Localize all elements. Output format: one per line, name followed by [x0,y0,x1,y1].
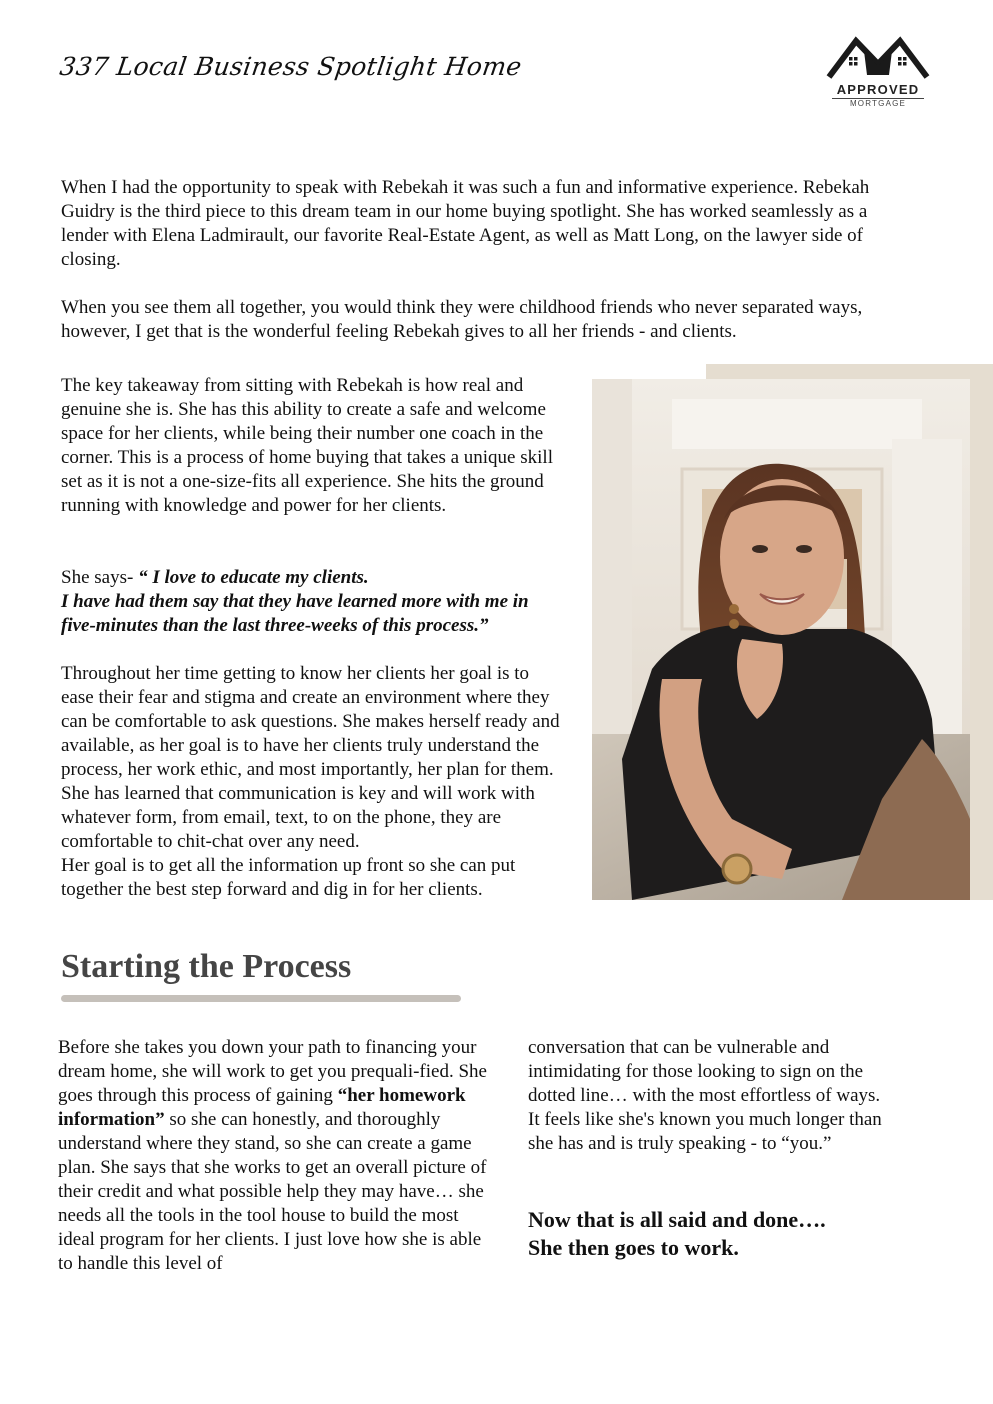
quote-paragraph [61,566,561,638]
heading-underline [61,995,461,1002]
takeaway-paragraph: The key takeaway from sitting with Rebekah is how real and genuine she is. She has this ability to create a safe and welcome space for her clients, while being their number one coach in the corner. This is a process of home buying that takes a unique skill set as it is not a one-size-fits all experience. She hits the ground running with knowledge and power for her clients. [61,375,553,516]
process-column-2: conversation that can be vulnerable and intimidating for those looking to sign on the dotted line… with the most effortless of ways. It feels like she's known you much longer than she has and is truly speaking - to “you.” [528,1037,882,1154]
closing-line-1: Now that is all said and done…. [528,1207,826,1232]
goals-text-a: Throughout her time getting to know her clients her goal is to ease their fear and stigma and create an environment where they can be comfortable to ask questions. She makes herself ready and available, as her goal is to have her clients truly understand the process, her work ethic, and most importantly, her plan for them. She has learned that communication is key and will work with whatever form, from email, text, to on the phone, they are comfortable to chit-chat over any need. [61,663,560,852]
quote-line-1: “ I love to educate my clients. [138,567,369,588]
section-heading: Starting the Process [61,948,352,985]
process-column-1 [58,1036,498,1276]
header-script-title: 337 Local Business Spotlight Home [57,52,524,81]
approved-mortgage-logo [826,36,930,112]
house-roof-icon [826,36,930,82]
closing-line-2: She then goes to work. [528,1235,739,1260]
quote-line-2: I have had them say that they have learned more with me in five-minutes than the last three-weeks of this process.” [61,591,529,636]
logo-approved-text: APPROVED [836,82,920,97]
portrait-photo [592,379,970,900]
intro-paragraph-1: When I had the opportunity to speak with Rebekah it was such a fun and informative experience. Rebekah Guidry is the third piece to this dream team in our home buying spotlight. She has worked seamlessly as a lender with Elena Ladmirault, our favorite Real-Estate Agent, as well as Matt Long, on the lawyer side of closing. [61,177,870,270]
homework-emphasis: “her homework information” [58,1085,466,1130]
intro-paragraph-2: When you see them all together, you would think they were childhood friends who never separated ways, however, I get that is the wonderful feeling Rebekah gives to all her friends - and clients. [61,297,863,342]
goals-paragraph [61,662,561,902]
quote-intro: She says- [61,567,139,588]
logo-mortgage-text: MORTGAGE [849,99,907,108]
process-text-b: so she can honestly, and thoroughly understand where they stand, so she can create a game plan. She says that she works to get an overall picture of their credit and what possible help they may have… she needs all the tools in the tool house to build the most ideal program for her clients. I just love how she is able to handle this level of [58,1109,487,1274]
closing-statement [528,1206,908,1262]
goals-text-b: Her goal is to get all the information up front so she can put together the best step forward and dig in for her clients. [61,855,516,900]
process-text-a: Before she takes you down your path to financing your dream home, she will work to get you prequali-fied. She goes through this process of gaining [58,1037,487,1106]
